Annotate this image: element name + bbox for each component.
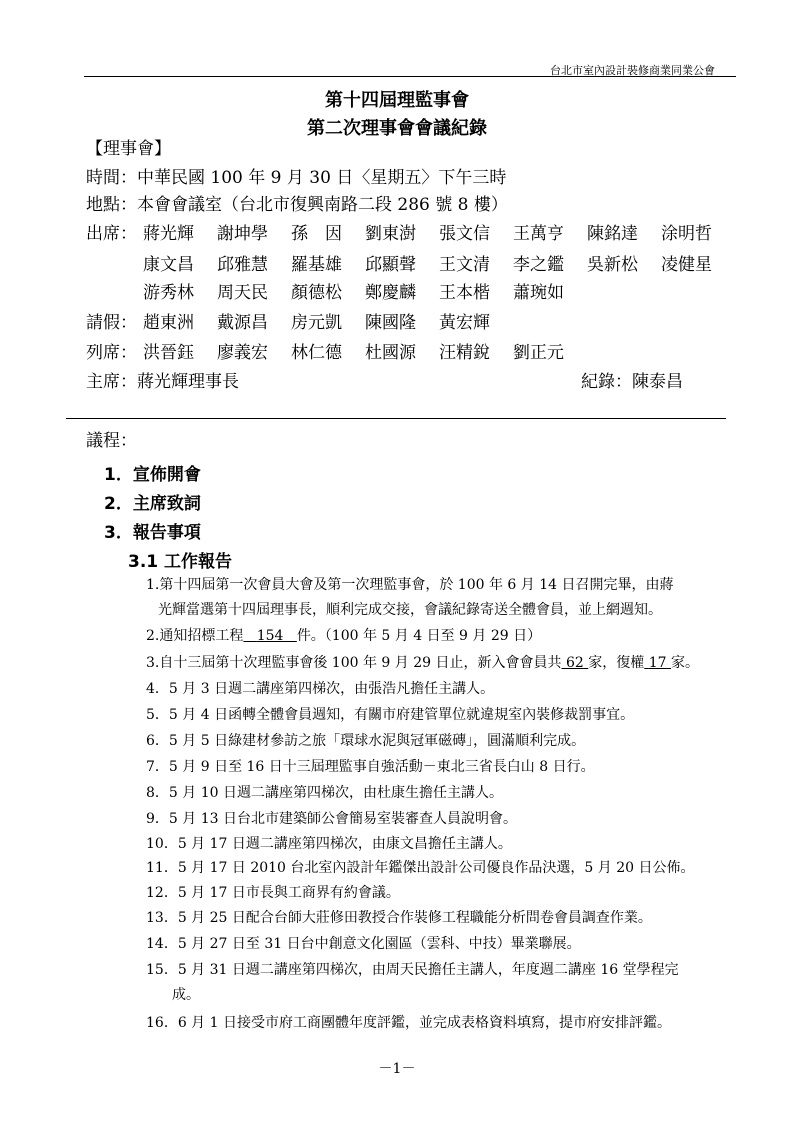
doc-subtitle: 第二次理事會會議紀錄: [307, 118, 487, 139]
report-text: 2.通知招標工程: [146, 628, 244, 644]
report-item: 6．5 月 5 日綠建材參訪之旅「環球水泥與冠軍磁磚」，圓滿順利完成。: [146, 733, 586, 749]
tender-count: 154: [256, 628, 284, 644]
attendee: 周天民: [217, 283, 268, 303]
leave-member: 黃宏輝: [439, 313, 490, 333]
attendee: 謝坤學: [217, 224, 268, 244]
header-org: 台北市室內設計裝修商業同業公會: [550, 64, 715, 77]
attendee: 涂明哲: [661, 224, 712, 244]
attendee: 張文信: [439, 224, 490, 244]
report-item: 5．5 月 4 日函轉全體會員週知，有關市府建管單位就違規室內裝修裁罰事宜。: [146, 707, 635, 723]
attendee: 李之鑑: [513, 255, 564, 275]
report-item: [146, 624, 746, 649]
attendee: 康文昌: [143, 255, 194, 275]
agenda-item-3: 3．報告事項: [104, 523, 201, 543]
attendee: 王萬亨: [513, 224, 564, 244]
meeting-time: 時間：中華民國 100 年 9 月 30 日〈星期五〉下午三時: [86, 168, 507, 188]
report-item: 15．5 月 31 日週二講座第四梯次，由周天民擔任主講人，年度週二講座 16 堂學程完: [146, 962, 679, 978]
attend-row-3: [143, 280, 587, 306]
report-item-cont: 光輝當選第十四屆理事長，順利完成交接，會議紀錄寄送全體會員，並上網週知。: [158, 602, 662, 618]
report-item: 12．5 月 17 日市長與工商界有約會議。: [146, 885, 400, 901]
header-rule: [84, 76, 736, 77]
report-item: 10．5 月 17 日週二講座第四梯次，由康文昌擔任主講人。: [146, 836, 512, 852]
report-item: 4．5 月 3 日週二講座第四梯次，由張浩凡擔任主講人。: [146, 681, 495, 697]
section-tag: 【理事會】: [86, 139, 171, 159]
attendee: 游秀林: [143, 283, 194, 303]
agenda-label: 議程：: [86, 431, 137, 451]
attendee: 顏德松: [291, 283, 342, 303]
meeting-place: 地點：本會會議室（台北市復興南路二段 286 號 8 樓）: [86, 195, 508, 215]
report-text: 3.自十三屆第十次理監事會後 100 年 9 月 29 日止，新入會會員共: [146, 655, 562, 671]
attendee: 吳新松: [587, 255, 638, 275]
agenda-item-1: 1．宣佈開會: [104, 465, 201, 485]
report-item: 8．5 月 10 日週二講座第四梯次，由杜康生擔任主講人。: [146, 785, 503, 801]
new-member-count: 62: [565, 655, 584, 671]
present-label: 列席：: [86, 343, 137, 363]
present-member: 廖義宏: [217, 343, 268, 363]
report-text: 件。（100 年 5 月 4 日至 9 月 29 日）: [296, 628, 542, 644]
present-member: 汪精銳: [439, 343, 490, 363]
attendee: 王本楷: [439, 283, 490, 303]
leave-member: 房元凱: [291, 313, 342, 333]
attendee: 陳銘達: [587, 224, 638, 244]
attendee: 鄭慶麟: [365, 283, 416, 303]
attend-row-2: [143, 252, 735, 278]
attend-row-1: [143, 221, 735, 247]
present-member: 杜國源: [365, 343, 416, 363]
attendee: 凌健星: [661, 255, 712, 275]
agenda-subsection: 3.1 工作報告: [128, 552, 233, 572]
leave-member: 陳國隆: [365, 313, 416, 333]
attendee: 蕭琬如: [513, 283, 564, 303]
leave-row: [143, 310, 513, 336]
attend-label: 出席：: [86, 224, 137, 244]
present-member: 林仁德: [291, 343, 342, 363]
doc-title: 第十四屆理監事會: [325, 90, 469, 111]
report-item: 13．5 月 25 日配合台師大莊修田教授合作裝修工程職能分析問卷會員調查作業。: [146, 910, 652, 926]
present-member: 劉正元: [513, 343, 564, 363]
leave-label: 請假：: [86, 313, 137, 333]
report-item-cont: 成。: [172, 987, 200, 1003]
section-divider: [66, 418, 726, 419]
restored-count: 17: [648, 655, 667, 671]
attendee: 孫 因: [291, 224, 342, 244]
report-item: 14．5 月 27 日至 31 日台中創意文化園區（雲科、中技）畢業聯展。: [146, 936, 581, 952]
report-text: 家。: [670, 655, 699, 671]
report-item: 1.第十四屆第一次會員大會及第一次理監事會，於 100 年 6 月 14 日召開完畢，由蔣: [146, 577, 674, 593]
leave-member: 戴源昌: [217, 313, 268, 333]
attendee: 王文清: [439, 255, 490, 275]
report-text: 家，復權: [588, 655, 645, 671]
report-item: 11．5 月 17 日 2010 台北室內設計年鑑傑出設計公司優良作品決選，5 月 20 日公佈。: [146, 860, 695, 876]
attendee: 邱雅慧: [217, 255, 268, 275]
attendee: 蔣光輝: [143, 224, 194, 244]
report-item: 16．6 月 1 日接受市府工商團體年度評鑑，並完成表格資料填寫，提市府安排評鑑。: [146, 1015, 671, 1031]
present-member: 洪晉鈺: [143, 343, 194, 363]
recorder: 紀錄：陳泰昌: [581, 372, 683, 392]
attendee: 羅基雄: [291, 255, 342, 275]
leave-member: 趙東洲: [143, 313, 194, 333]
report-item: [146, 651, 746, 676]
chair: 主席：蔣光輝理事長: [86, 372, 239, 392]
attendee: 邱顯聲: [365, 255, 416, 275]
page-number: －1－: [378, 1061, 416, 1077]
present-row: [143, 340, 587, 366]
report-item: 9．5 月 13 日台北市建築師公會簡易室裝審查人員說明會。: [146, 811, 517, 827]
agenda-item-2: 2．主席致詞: [104, 494, 201, 514]
attendee: 劉東澍: [365, 224, 416, 244]
report-item: 7．5 月 9 日至 16 日十三屆理監事自強活動－東北三省長白山 8 日行。: [146, 759, 595, 775]
